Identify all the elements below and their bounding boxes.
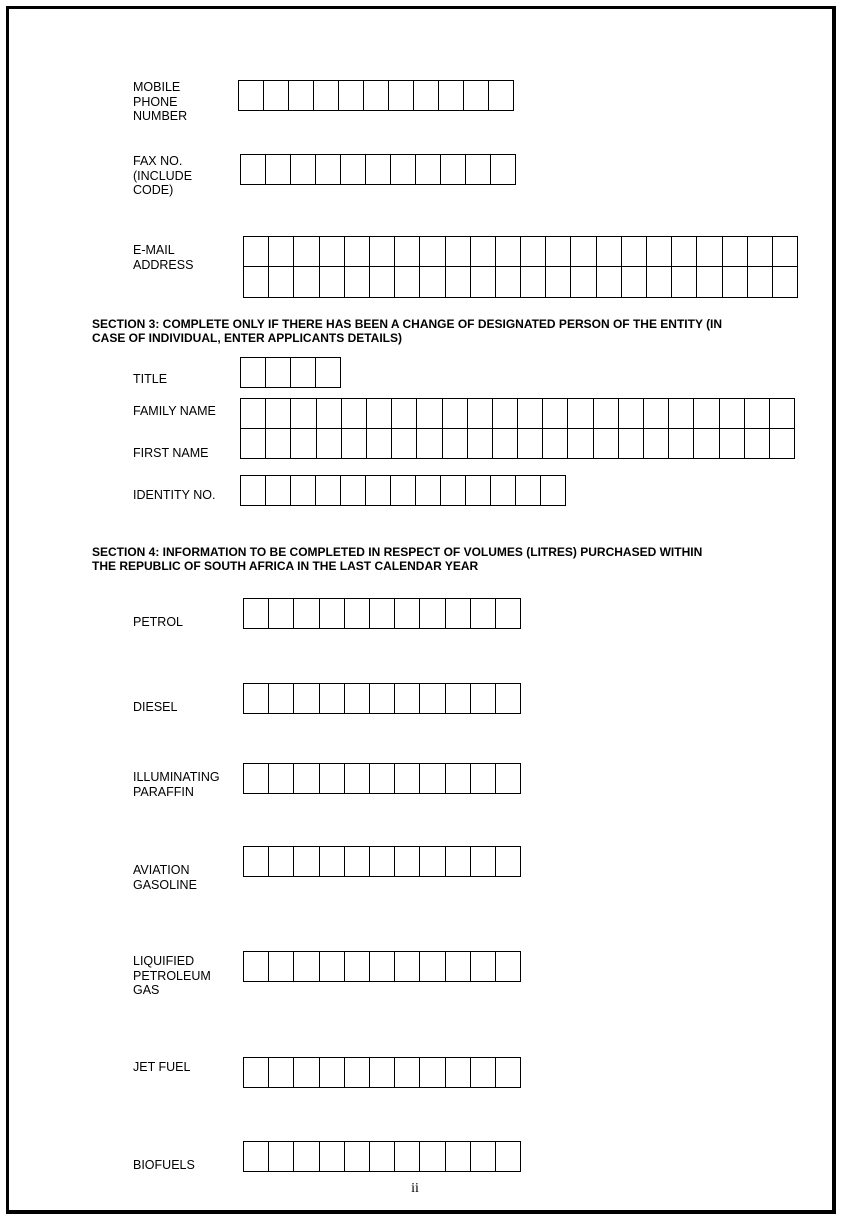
char-box[interactable] bbox=[521, 237, 546, 267]
char-box[interactable] bbox=[496, 599, 521, 629]
char-box[interactable] bbox=[446, 599, 471, 629]
char-box[interactable] bbox=[773, 237, 798, 267]
char-box[interactable] bbox=[395, 684, 420, 714]
char-box[interactable] bbox=[395, 952, 420, 982]
char-box[interactable] bbox=[289, 81, 314, 111]
char-box[interactable] bbox=[496, 684, 521, 714]
paraffin-boxes[interactable] bbox=[243, 763, 521, 794]
char-box[interactable] bbox=[294, 267, 319, 298]
char-box[interactable] bbox=[294, 1142, 319, 1172]
char-box[interactable] bbox=[493, 399, 518, 429]
char-box[interactable] bbox=[244, 684, 269, 714]
char-box[interactable] bbox=[748, 237, 773, 267]
char-box[interactable] bbox=[320, 267, 345, 298]
char-box[interactable] bbox=[571, 237, 596, 267]
char-box[interactable] bbox=[446, 237, 471, 267]
char-box[interactable] bbox=[370, 764, 395, 794]
char-box[interactable] bbox=[471, 952, 496, 982]
char-box[interactable] bbox=[370, 1142, 395, 1172]
section-3-heading: SECTION 3: COMPLETE ONLY IF THERE HAS BEEN A CHANGE OF DESIGNATED PERSON OF THE ENTITY (IN CASE OF INDIVIDUAL, ENTER APPLICANTS DETAILS) bbox=[92, 317, 723, 345]
char-box[interactable] bbox=[471, 1058, 496, 1088]
biofuels-boxes[interactable] bbox=[243, 1141, 521, 1172]
char-box[interactable] bbox=[392, 399, 417, 429]
char-box[interactable] bbox=[294, 952, 319, 982]
char-box[interactable] bbox=[441, 155, 466, 185]
char-box[interactable] bbox=[320, 1058, 345, 1088]
char-box[interactable] bbox=[395, 237, 420, 267]
char-box[interactable] bbox=[345, 599, 370, 629]
char-box[interactable] bbox=[364, 81, 389, 111]
char-box[interactable] bbox=[594, 429, 619, 459]
char-box[interactable] bbox=[471, 267, 496, 298]
char-box[interactable] bbox=[420, 1142, 445, 1172]
char-box[interactable] bbox=[496, 847, 521, 877]
char-box[interactable] bbox=[496, 237, 521, 267]
char-box[interactable] bbox=[269, 1058, 294, 1088]
char-box[interactable] bbox=[244, 1142, 269, 1172]
lpg-label: LIQUIFIED PETROLEUM GAS bbox=[133, 954, 211, 997]
char-box[interactable] bbox=[543, 429, 568, 459]
char-box[interactable] bbox=[244, 1058, 269, 1088]
char-box[interactable] bbox=[266, 155, 291, 185]
char-box[interactable] bbox=[619, 399, 644, 429]
char-box[interactable] bbox=[496, 764, 521, 794]
char-box[interactable] bbox=[320, 684, 345, 714]
char-box[interactable] bbox=[342, 429, 367, 459]
char-box[interactable] bbox=[446, 764, 471, 794]
char-box[interactable] bbox=[446, 1058, 471, 1088]
char-box[interactable] bbox=[395, 267, 420, 298]
char-box[interactable] bbox=[320, 764, 345, 794]
jet-fuel-label: JET FUEL bbox=[133, 1060, 191, 1074]
char-box[interactable] bbox=[597, 237, 622, 267]
first-name-label: FIRST NAME bbox=[133, 446, 209, 460]
char-box[interactable] bbox=[320, 952, 345, 982]
char-box[interactable] bbox=[446, 847, 471, 877]
char-box[interactable] bbox=[669, 429, 694, 459]
char-box[interactable] bbox=[446, 1142, 471, 1172]
char-box[interactable] bbox=[496, 1142, 521, 1172]
char-box[interactable] bbox=[294, 1058, 319, 1088]
diesel-label: DIESEL bbox=[133, 700, 178, 714]
char-box[interactable] bbox=[468, 399, 493, 429]
char-box[interactable] bbox=[345, 1058, 370, 1088]
char-box[interactable] bbox=[417, 429, 442, 459]
char-box[interactable] bbox=[320, 847, 345, 877]
char-box[interactable] bbox=[493, 429, 518, 459]
char-box[interactable] bbox=[294, 847, 319, 877]
char-box[interactable] bbox=[395, 1058, 420, 1088]
char-box[interactable] bbox=[370, 599, 395, 629]
char-box[interactable] bbox=[720, 429, 745, 459]
jet-fuel-boxes[interactable] bbox=[243, 1057, 521, 1088]
char-box[interactable] bbox=[644, 429, 669, 459]
name-boxes[interactable] bbox=[240, 398, 795, 459]
char-box[interactable] bbox=[367, 429, 392, 459]
char-box[interactable] bbox=[420, 684, 445, 714]
char-box[interactable] bbox=[518, 429, 543, 459]
char-box[interactable] bbox=[269, 684, 294, 714]
char-box[interactable] bbox=[568, 399, 593, 429]
char-box[interactable] bbox=[420, 847, 445, 877]
char-box[interactable] bbox=[471, 599, 496, 629]
char-box[interactable] bbox=[294, 764, 319, 794]
char-box[interactable] bbox=[320, 237, 345, 267]
char-box[interactable] bbox=[291, 476, 316, 506]
char-box[interactable] bbox=[546, 267, 571, 298]
char-box[interactable] bbox=[345, 764, 370, 794]
char-box[interactable] bbox=[345, 1142, 370, 1172]
char-box[interactable] bbox=[518, 399, 543, 429]
title-label: TITLE bbox=[133, 372, 168, 386]
char-box[interactable] bbox=[471, 847, 496, 877]
char-box[interactable] bbox=[417, 399, 442, 429]
char-box[interactable] bbox=[466, 155, 491, 185]
char-box[interactable] bbox=[521, 267, 546, 298]
identity-no-label: IDENTITY NO. bbox=[133, 488, 216, 502]
char-box[interactable] bbox=[644, 399, 669, 429]
char-box[interactable] bbox=[269, 599, 294, 629]
char-box[interactable] bbox=[320, 1142, 345, 1172]
char-box[interactable] bbox=[770, 429, 795, 459]
char-box[interactable] bbox=[266, 429, 291, 459]
char-box[interactable] bbox=[241, 476, 266, 506]
char-box[interactable] bbox=[420, 764, 445, 794]
char-box[interactable] bbox=[773, 267, 798, 298]
char-box[interactable] bbox=[291, 155, 316, 185]
char-box[interactable] bbox=[345, 847, 370, 877]
char-box[interactable] bbox=[244, 847, 269, 877]
fax-label: FAX NO. (INCLUDE CODE) bbox=[133, 154, 193, 197]
char-box[interactable] bbox=[395, 764, 420, 794]
char-box[interactable] bbox=[489, 81, 514, 111]
char-box[interactable] bbox=[269, 952, 294, 982]
char-box[interactable] bbox=[341, 476, 366, 506]
fax-boxes[interactable] bbox=[240, 154, 516, 185]
char-box[interactable] bbox=[345, 684, 370, 714]
char-box[interactable] bbox=[241, 429, 266, 459]
char-box[interactable] bbox=[291, 429, 316, 459]
char-box[interactable] bbox=[669, 399, 694, 429]
char-box[interactable] bbox=[370, 1058, 395, 1088]
char-box[interactable] bbox=[266, 399, 291, 429]
char-box[interactable] bbox=[420, 1058, 445, 1088]
char-box[interactable] bbox=[366, 155, 391, 185]
char-box[interactable] bbox=[345, 952, 370, 982]
char-box[interactable] bbox=[269, 237, 294, 267]
char-box[interactable] bbox=[441, 476, 466, 506]
char-box[interactable] bbox=[370, 847, 395, 877]
char-box[interactable] bbox=[266, 476, 291, 506]
char-box[interactable] bbox=[294, 237, 319, 267]
char-box[interactable] bbox=[241, 399, 266, 429]
identity-no-boxes[interactable] bbox=[240, 475, 566, 506]
char-box[interactable] bbox=[269, 267, 294, 298]
char-box[interactable] bbox=[389, 81, 414, 111]
char-box[interactable] bbox=[770, 399, 795, 429]
char-box[interactable] bbox=[269, 764, 294, 794]
paraffin-label: ILLUMINATING PARAFFIN bbox=[133, 770, 220, 799]
char-box[interactable] bbox=[345, 237, 370, 267]
email-boxes[interactable] bbox=[243, 236, 798, 298]
char-box[interactable] bbox=[466, 476, 491, 506]
char-box[interactable] bbox=[416, 476, 441, 506]
biofuels-label: BIOFUELS bbox=[133, 1158, 195, 1172]
char-box[interactable] bbox=[420, 599, 445, 629]
char-box[interactable] bbox=[439, 81, 464, 111]
char-box[interactable] bbox=[370, 952, 395, 982]
char-box[interactable] bbox=[694, 399, 719, 429]
char-box[interactable] bbox=[748, 267, 773, 298]
char-box[interactable] bbox=[720, 399, 745, 429]
char-box[interactable] bbox=[694, 429, 719, 459]
char-box[interactable] bbox=[244, 237, 269, 267]
char-box[interactable] bbox=[420, 267, 445, 298]
char-box[interactable] bbox=[316, 358, 341, 388]
char-box[interactable] bbox=[697, 267, 722, 298]
char-box[interactable] bbox=[546, 237, 571, 267]
char-box[interactable] bbox=[443, 399, 468, 429]
char-box[interactable] bbox=[316, 155, 341, 185]
char-box[interactable] bbox=[619, 429, 644, 459]
char-box[interactable] bbox=[391, 476, 416, 506]
char-box[interactable] bbox=[366, 476, 391, 506]
char-box[interactable] bbox=[446, 267, 471, 298]
mobile-phone-boxes[interactable] bbox=[238, 80, 514, 111]
char-box[interactable] bbox=[543, 399, 568, 429]
char-box[interactable] bbox=[370, 237, 395, 267]
char-box[interactable] bbox=[241, 358, 266, 388]
char-box[interactable] bbox=[471, 1142, 496, 1172]
char-box[interactable] bbox=[496, 952, 521, 982]
char-box[interactable] bbox=[392, 429, 417, 459]
char-box[interactable] bbox=[568, 429, 593, 459]
char-box[interactable] bbox=[367, 399, 392, 429]
char-box[interactable] bbox=[446, 952, 471, 982]
char-box[interactable] bbox=[471, 237, 496, 267]
char-box[interactable] bbox=[622, 237, 647, 267]
char-box[interactable] bbox=[291, 399, 316, 429]
char-box[interactable] bbox=[395, 847, 420, 877]
char-box[interactable] bbox=[723, 237, 748, 267]
char-box[interactable] bbox=[420, 952, 445, 982]
char-box[interactable] bbox=[496, 267, 521, 298]
char-box[interactable] bbox=[541, 476, 566, 506]
title-boxes[interactable] bbox=[240, 357, 341, 388]
aviation-gasoline-label: AVIATION GASOLINE bbox=[133, 863, 197, 892]
char-box[interactable] bbox=[745, 399, 770, 429]
char-box[interactable] bbox=[244, 764, 269, 794]
char-box[interactable] bbox=[320, 599, 345, 629]
char-box[interactable] bbox=[597, 267, 622, 298]
char-box[interactable] bbox=[446, 684, 471, 714]
char-box[interactable] bbox=[516, 476, 541, 506]
char-box[interactable] bbox=[471, 684, 496, 714]
char-box[interactable] bbox=[317, 429, 342, 459]
char-box[interactable] bbox=[571, 267, 596, 298]
char-box[interactable] bbox=[244, 952, 269, 982]
char-box[interactable] bbox=[622, 267, 647, 298]
char-box[interactable] bbox=[269, 1142, 294, 1172]
char-box[interactable] bbox=[491, 155, 516, 185]
lpg-boxes[interactable] bbox=[243, 951, 521, 982]
char-box[interactable] bbox=[241, 155, 266, 185]
char-box[interactable] bbox=[414, 81, 439, 111]
aviation-gasoline-boxes[interactable] bbox=[243, 846, 521, 877]
char-box[interactable] bbox=[244, 599, 269, 629]
char-box[interactable] bbox=[672, 237, 697, 267]
char-box[interactable] bbox=[370, 267, 395, 298]
mobile-phone-label: MOBILE PHONE NUMBER bbox=[133, 80, 188, 123]
char-box[interactable] bbox=[266, 358, 291, 388]
char-box[interactable] bbox=[370, 684, 395, 714]
char-box[interactable] bbox=[395, 599, 420, 629]
char-box[interactable] bbox=[316, 476, 341, 506]
char-box[interactable] bbox=[647, 237, 672, 267]
char-box[interactable] bbox=[420, 237, 445, 267]
char-box[interactable] bbox=[647, 267, 672, 298]
char-box[interactable] bbox=[443, 429, 468, 459]
char-box[interactable] bbox=[391, 155, 416, 185]
char-box[interactable] bbox=[416, 155, 441, 185]
char-box[interactable] bbox=[317, 399, 342, 429]
char-box[interactable] bbox=[244, 267, 269, 298]
char-box[interactable] bbox=[345, 267, 370, 298]
char-box[interactable] bbox=[697, 237, 722, 267]
char-box[interactable] bbox=[464, 81, 489, 111]
char-box[interactable] bbox=[491, 476, 516, 506]
diesel-boxes[interactable] bbox=[243, 683, 521, 714]
char-box[interactable] bbox=[496, 1058, 521, 1088]
char-box[interactable] bbox=[468, 429, 493, 459]
char-box[interactable] bbox=[745, 429, 770, 459]
char-box[interactable] bbox=[294, 599, 319, 629]
family-name-label: FAMILY NAME bbox=[133, 404, 216, 418]
char-box[interactable] bbox=[341, 155, 366, 185]
char-box[interactable] bbox=[395, 1142, 420, 1172]
email-label: E-MAIL ADDRESS bbox=[133, 243, 194, 272]
char-box[interactable] bbox=[264, 81, 289, 111]
char-box[interactable] bbox=[339, 81, 364, 111]
section-4-heading: SECTION 4: INFORMATION TO BE COMPLETED IN RESPECT OF VOLUMES (LITRES) PURCHASED WITHIN THE REPUBLIC OF SOUTH AFRICA IN THE LAST CALENDAR YEAR bbox=[92, 545, 703, 573]
char-box[interactable] bbox=[269, 847, 294, 877]
page-number: ii bbox=[411, 1181, 419, 1196]
char-box[interactable] bbox=[723, 267, 748, 298]
char-box[interactable] bbox=[291, 358, 316, 388]
char-box[interactable] bbox=[294, 684, 319, 714]
char-box[interactable] bbox=[314, 81, 339, 111]
char-box[interactable] bbox=[342, 399, 367, 429]
char-box[interactable] bbox=[471, 764, 496, 794]
char-box[interactable] bbox=[239, 81, 264, 111]
char-box[interactable] bbox=[594, 399, 619, 429]
petrol-label: PETROL bbox=[133, 615, 184, 629]
petrol-boxes[interactable] bbox=[243, 598, 521, 629]
char-box[interactable] bbox=[672, 267, 697, 298]
